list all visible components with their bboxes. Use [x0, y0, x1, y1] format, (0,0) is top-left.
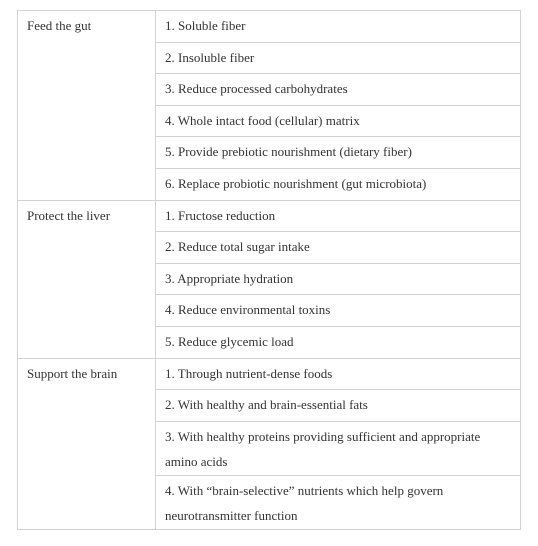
item-cell: 2. Reduce total sugar intake	[156, 232, 521, 264]
item-cell: 1. Fructose reduction	[156, 200, 521, 232]
item-cell: 2. Insoluble fiber	[156, 42, 521, 74]
item-cell: 3. With healthy proteins providing sufficient and appropriate amino acids	[156, 421, 521, 475]
item-cell: 4. Whole intact food (cellular) matrix	[156, 105, 521, 137]
category-cell: Support the brain	[18, 358, 156, 529]
item-cell: 4. Reduce environmental toxins	[156, 295, 521, 327]
item-cell: 6. Replace probiotic nourishment (gut microbiota)	[156, 168, 521, 200]
table-row	[18, 358, 521, 390]
item-cell: 1. Through nutrient-dense foods	[156, 358, 521, 390]
item-cell: 2. With healthy and brain-essential fats	[156, 390, 521, 422]
item-cell: 3. Reduce processed carbohydrates	[156, 74, 521, 106]
category-cell: Protect the liver	[18, 200, 156, 358]
item-cell: 4. With “brain-selective” nutrients which help govern neurotransmitter function	[156, 475, 521, 529]
category-cell: Feed the gut	[18, 11, 156, 201]
table-row	[18, 11, 521, 43]
recommendations-table	[17, 10, 521, 530]
item-cell: 5. Provide prebiotic nourishment (dietary fiber)	[156, 137, 521, 169]
item-cell: 1. Soluble fiber	[156, 11, 521, 43]
item-cell: 5. Reduce glycemic load	[156, 326, 521, 358]
item-cell: 3. Appropriate hydration	[156, 263, 521, 295]
table-row	[18, 200, 521, 232]
